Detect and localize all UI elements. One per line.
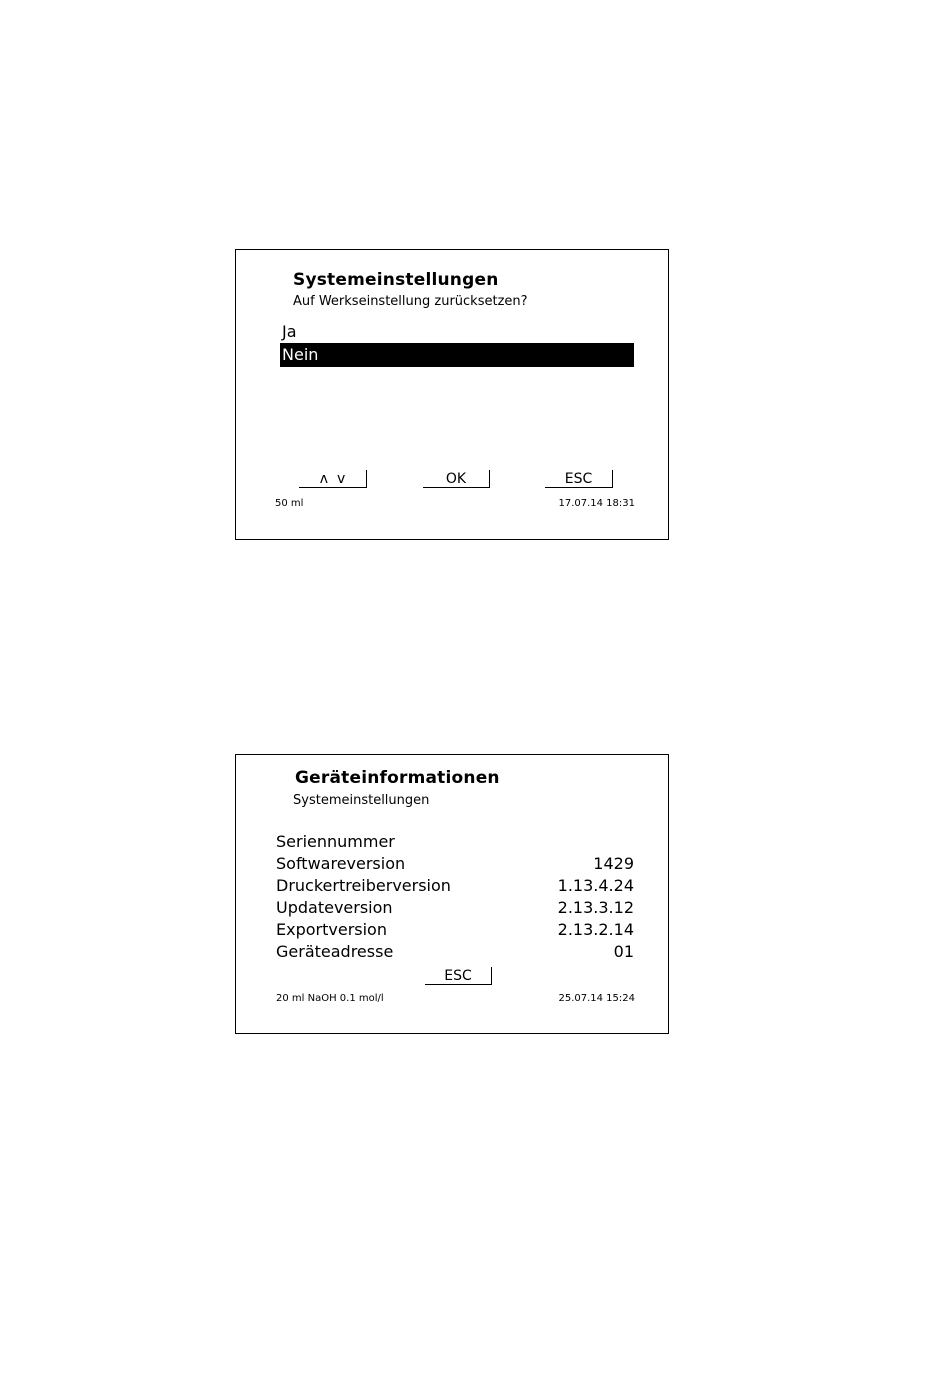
software-version-value: 1429: [593, 854, 634, 873]
export-version-label: Exportversion: [276, 920, 387, 939]
update-version-value: 2.13.3.12: [557, 898, 634, 917]
factory-reset-screen: [235, 249, 669, 540]
reset-prompt: Auf Werkseinstellung zurücksetzen?: [293, 294, 528, 309]
device-info-screen: [235, 754, 669, 1034]
up-arrow-icon: ʌ: [319, 471, 329, 487]
esc-button[interactable]: ESC: [425, 967, 492, 985]
printer-driver-version-label: Druckertreiberversion: [276, 876, 451, 895]
ok-button[interactable]: OK: [423, 470, 490, 488]
option-nein-label: Nein: [282, 345, 319, 364]
option-nein-selected[interactable]: [280, 343, 634, 367]
update-version-label: Updateversion: [276, 898, 393, 917]
device-address-value: 01: [613, 942, 634, 961]
volume-status: 50 ml: [275, 498, 304, 509]
screen-subtitle: Systemeinstellungen: [293, 793, 430, 808]
datetime-status: 25.07.14 15:24: [558, 993, 635, 1004]
software-version-label: Softwareversion: [276, 854, 406, 873]
down-arrow-icon: v: [336, 471, 346, 487]
printer-driver-version-value: 1.13.4.24: [557, 876, 634, 895]
reagent-status: 20 ml NaOH 0.1 mol/l: [276, 993, 384, 1004]
option-ja-label: Ja: [282, 322, 297, 341]
serial-number-label: Seriennummer: [276, 832, 395, 851]
screen-title: Geräteinformationen: [295, 768, 500, 788]
screen-title: Systemeinstellungen: [293, 270, 499, 290]
nav-up-down-button[interactable]: [299, 470, 367, 488]
export-version-value: 2.13.2.14: [557, 920, 634, 939]
option-ja[interactable]: [281, 320, 634, 343]
esc-button[interactable]: ESC: [545, 470, 613, 488]
datetime-status: 17.07.14 18:31: [558, 498, 635, 509]
device-address-label: Geräteadresse: [276, 942, 394, 961]
